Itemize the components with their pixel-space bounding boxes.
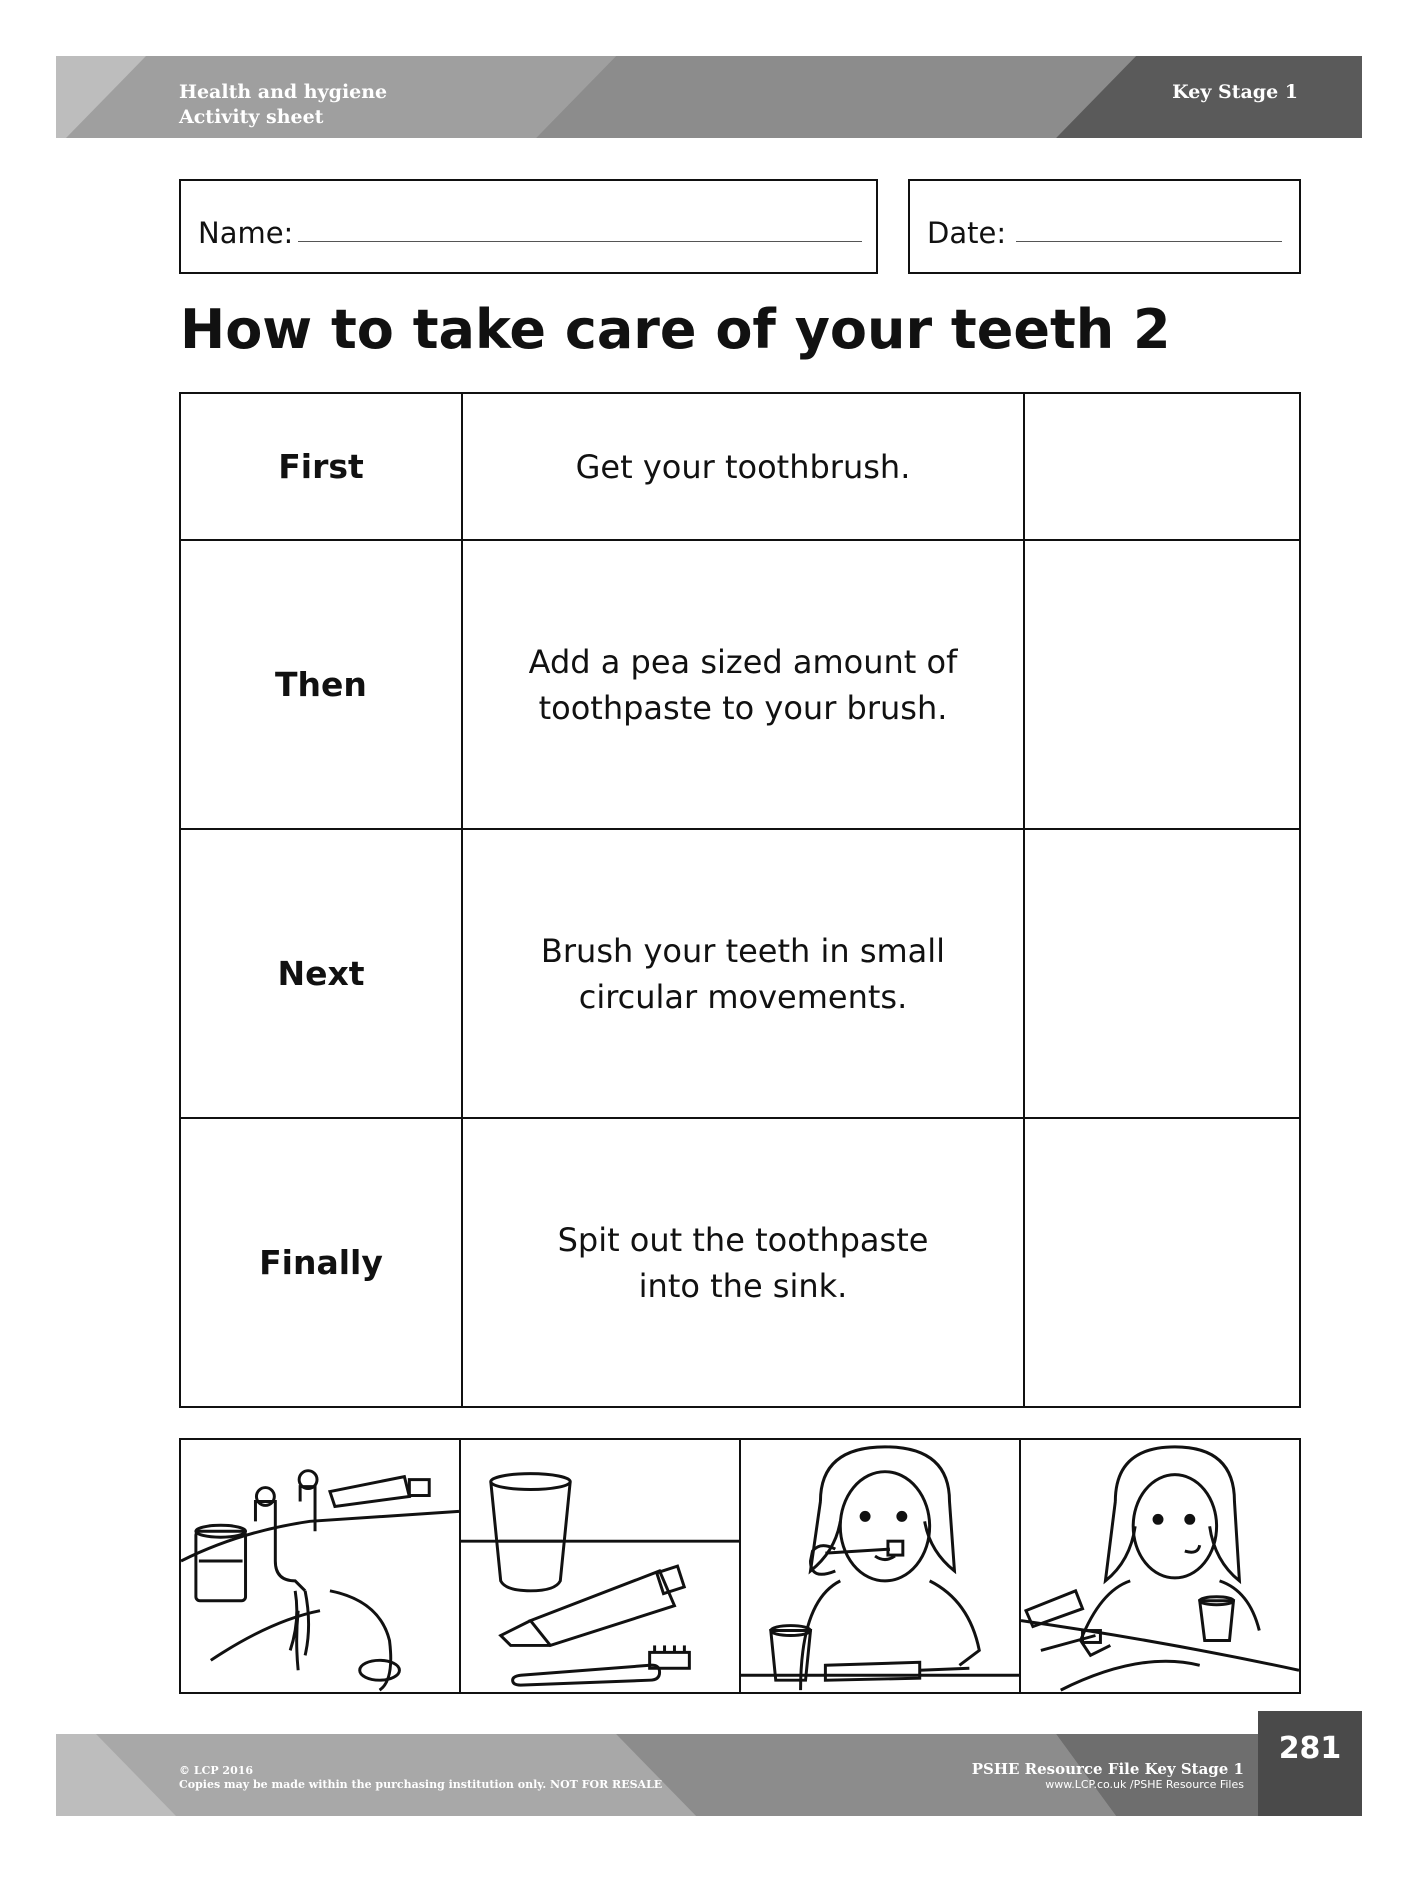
girl-spitting-into-sink-icon[interactable] [1021,1440,1299,1692]
step-label: First [180,393,462,540]
step-instruction: Get your toothbrush. [462,393,1024,540]
footer-banner [56,1734,1362,1816]
date-line[interactable] [1016,241,1282,242]
picture-cell[interactable] [180,1439,460,1693]
picture-strip [179,1438,1301,1694]
date-box[interactable] [908,179,1301,274]
girl-brushing-teeth-icon[interactable] [741,1440,1019,1692]
step-label: Then [180,540,462,829]
footer-resource-title: PSHE Resource File Key Stage 1 [971,1760,1244,1778]
step-label: Next [180,829,462,1118]
table-row [180,829,1300,1118]
picture-drop-cell[interactable] [1024,540,1300,829]
step-label: Finally [180,1118,462,1407]
header-subject: Health and hygiene [179,81,388,103]
picture-drop-cell[interactable] [1024,393,1300,540]
steps-table [179,392,1301,1408]
footer-resource-url[interactable]: www.LCP.co.uk /PSHE Resource Files [1045,1778,1244,1791]
page-number: 281 [1258,1711,1362,1816]
header-key-stage: Key Stage 1 [1172,81,1298,103]
table-row [180,540,1300,829]
picture-drop-cell[interactable] [1024,1118,1300,1407]
step-instruction: Add a pea sized amount of toothpaste to your brush. [462,540,1024,829]
header-banner [56,56,1362,138]
footer-copyright: © LCP 2016 [179,1764,254,1777]
name-line[interactable] [298,241,862,242]
header-sheet-type: Activity sheet [179,106,324,128]
name-label: Name: [198,216,294,250]
tap-and-sink-icon[interactable] [181,1440,459,1692]
step-instruction: Spit out the toothpaste into the sink. [462,1118,1024,1407]
table-row [180,1118,1300,1407]
date-label: Date: [927,216,1007,250]
step-instruction: Brush your teeth in small circular movements. [462,829,1024,1118]
picture-cell[interactable] [1020,1439,1300,1693]
picture-cell[interactable] [740,1439,1020,1693]
page-title: How to take care of your teeth 2 [180,298,1171,361]
footer-notice: Copies may be made within the purchasing institution only. NOT FOR RESALE [179,1778,663,1791]
toothbrush-and-toothpaste-icon[interactable] [461,1440,739,1692]
picture-cell[interactable] [460,1439,740,1693]
picture-drop-cell[interactable] [1024,829,1300,1118]
name-box[interactable] [179,179,878,274]
table-row [180,393,1300,540]
